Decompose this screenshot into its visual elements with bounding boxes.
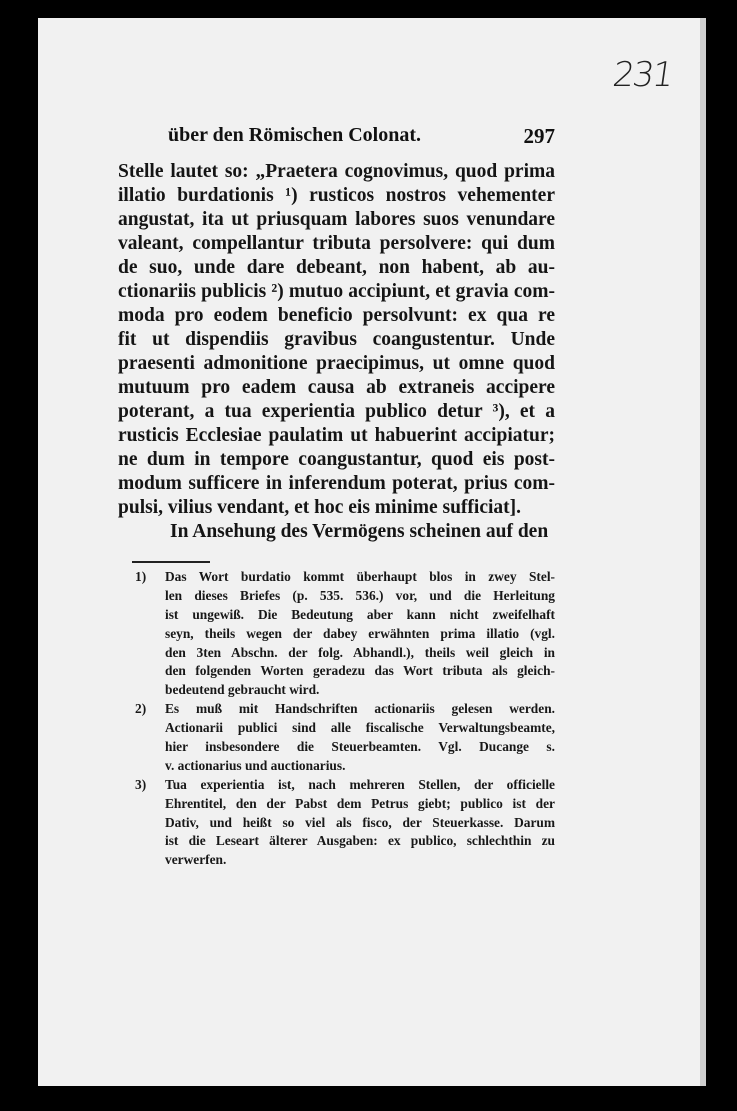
footnote-text: Ehrentitel, den der Pabst dem Petrus giebt; publico ist der — [165, 795, 555, 811]
footnote-line — [135, 606, 555, 625]
footnote-line — [135, 795, 555, 814]
body-line: ne dum in tempore coangustantur, quod eis post- — [118, 449, 555, 470]
footnote-number: 3) — [135, 776, 147, 792]
footnote-text: Actionarii publici sind alle fiscalische Verwaltungsbeamte, — [165, 720, 555, 736]
footnote-line — [135, 644, 555, 663]
footnote-line — [135, 757, 555, 776]
footnote-number: 1) — [135, 569, 147, 584]
body-line: modum sufficere in inferendum poterat, prius com- — [118, 473, 555, 494]
footnote-line — [135, 832, 555, 851]
footnote-text: Dativ, und heißt so viel als fisco, der Steuerkasse. Darum — [165, 814, 555, 830]
footnote-text: den 3ten Abschn. der folg. Abhandl.), theils weil gleich in — [165, 644, 555, 660]
footnote-text: Das Wort burdatio kommt überhaupt blos in zwey Stel- — [165, 569, 555, 584]
footnote-text: seyn, theils wegen der dabey erwähnten prima illatio (vgl. — [165, 625, 555, 641]
footnote-text: ist die Leseart älterer Ausgaben: ex publico, schlechthin zu — [165, 833, 555, 849]
footnote-line — [135, 681, 555, 700]
body-line: poterant, a tua experientia publico detur ³), et a — [118, 401, 555, 422]
body-line: pulsi, vilius vendant, et hoc eis minime sufficiat]. — [118, 497, 522, 518]
page-header — [118, 124, 555, 154]
footnote-line — [135, 719, 555, 738]
footnote-line — [135, 568, 555, 587]
footnote-text: den folgenden Worten geradezu das Wort tributa als gleich- — [165, 663, 555, 679]
footnote-line — [135, 587, 555, 606]
footnote-line — [135, 776, 555, 795]
body-line: ctionariis publicis ²) mutuo accipiunt, et gravia com- — [118, 281, 555, 302]
body-line: rusticis Ecclesiae paulatim ut habuerint accipiatur; — [118, 425, 555, 446]
footnote-line — [135, 625, 555, 644]
footnote-text: v. actionarius und auctionarius. — [165, 757, 346, 773]
body-line: praesenti admonitione praecipimus, ut omne quod — [118, 353, 555, 374]
footnote-line — [135, 738, 555, 757]
footnote-number: 2) — [135, 701, 147, 717]
footnote-line — [135, 851, 555, 870]
page-number: 297 — [523, 124, 555, 148]
body-text — [118, 160, 555, 544]
body-line: Stelle lautet so: „Praetera cognovimus, quod prima — [118, 161, 555, 182]
footnote-text: Es muß mit Handschriften actionariis gelesen werden. — [165, 701, 555, 717]
running-title: über den Römischen Colonat. — [168, 124, 421, 146]
body-line: mutuum pro eadem causa ab extraneis accipere — [118, 377, 555, 398]
body-line: In Ansehung des Vermögens scheinen auf den — [170, 521, 549, 542]
footnote-text: ist ungewiß. Die Bedeutung aber kann nicht zweifelhaft — [165, 606, 555, 622]
body-line: angustat, ita ut priusquam labores suos venundare — [118, 209, 555, 230]
footnote-rule — [132, 561, 210, 563]
footnotes — [135, 568, 555, 870]
page-edge — [700, 18, 706, 1086]
footnote-text: len dieses Briefes (p. 535. 536.) vor, und die Herleitung — [165, 587, 555, 603]
footnote-line — [135, 662, 555, 681]
body-line: de suo, unde dare debeant, non habent, ab au- — [118, 257, 555, 278]
handwritten-folio-number: 231 — [610, 55, 675, 95]
footnote-line — [135, 700, 555, 719]
footnote-line — [135, 814, 555, 833]
body-line: illatio burdationis ¹) rusticos nostros vehementer — [118, 185, 555, 206]
footnote-text: bedeutend gebraucht wird. — [165, 682, 320, 698]
body-line: fit ut dispendiis gravibus coangustentur. Unde — [118, 329, 555, 350]
footnote-text: Tua experientia ist, nach mehreren Stellen, der officielle — [165, 776, 555, 792]
footnote-text: verwerfen. — [165, 852, 227, 868]
footnote-text: hier insbesondere die Steuerbeamten. Vgl. Ducange s. — [165, 739, 555, 755]
body-line: moda pro eodem beneficio persolvunt: ex qua re — [118, 305, 555, 326]
body-line: valeant, compellantur tributa persolvere: qui dum — [118, 233, 555, 254]
